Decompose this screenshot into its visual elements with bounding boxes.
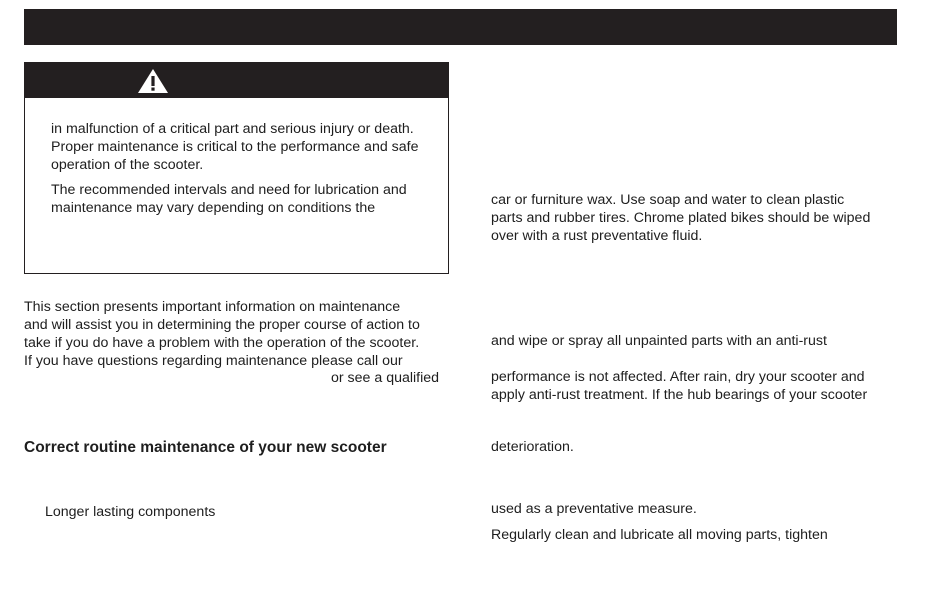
body-text-line: apply anti-rust treatment. If the hub bearings of your scooter <box>491 387 868 403</box>
body-text-line: used as a preventative measure. <box>491 501 697 517</box>
body-text-line: and wipe or spray all unpainted parts with an anti-rust <box>491 333 827 349</box>
warning-triangle-icon <box>137 68 169 94</box>
benefit-item: Longer lasting components <box>45 504 216 520</box>
warning-header <box>25 63 448 98</box>
intro-text-line: If you have questions regarding maintenance please call our <box>24 353 403 369</box>
section-heading: Correct routine maintenance of your new scooter <box>24 439 387 456</box>
warning-text-line: maintenance may vary depending on conditions the <box>51 200 376 216</box>
warning-text-line: operation of the scooter. <box>51 157 204 173</box>
intro-text-line: take if you do have a problem with the operation of the scooter. <box>24 335 420 351</box>
header-bar <box>24 9 897 45</box>
body-text-line: deterioration. <box>491 439 574 455</box>
intro-text-line: or see a qualified <box>331 370 440 386</box>
body-text-line: car or furniture wax. Use soap and water to clean plastic <box>491 192 845 208</box>
body-text-line: parts and rubber tires. Chrome plated bikes should be wiped <box>491 210 871 226</box>
body-text-line: performance is not affected. After rain, dry your scooter and <box>491 369 865 385</box>
warning-text-line: in malfunction of a critical part and serious injury or death. <box>51 121 414 137</box>
warning-text-line: Proper maintenance is critical to the performance and safe <box>51 139 419 155</box>
intro-text-line: and will assist you in determining the proper course of action to <box>24 317 420 333</box>
warning-text-line: The recommended intervals and need for lubrication and <box>51 182 407 198</box>
intro-text-line: This section presents important information on maintenance <box>24 299 401 315</box>
body-text-line: over with a rust preventative fluid. <box>491 228 703 244</box>
body-text-line: Regularly clean and lubricate all moving parts, tighten <box>491 527 828 543</box>
